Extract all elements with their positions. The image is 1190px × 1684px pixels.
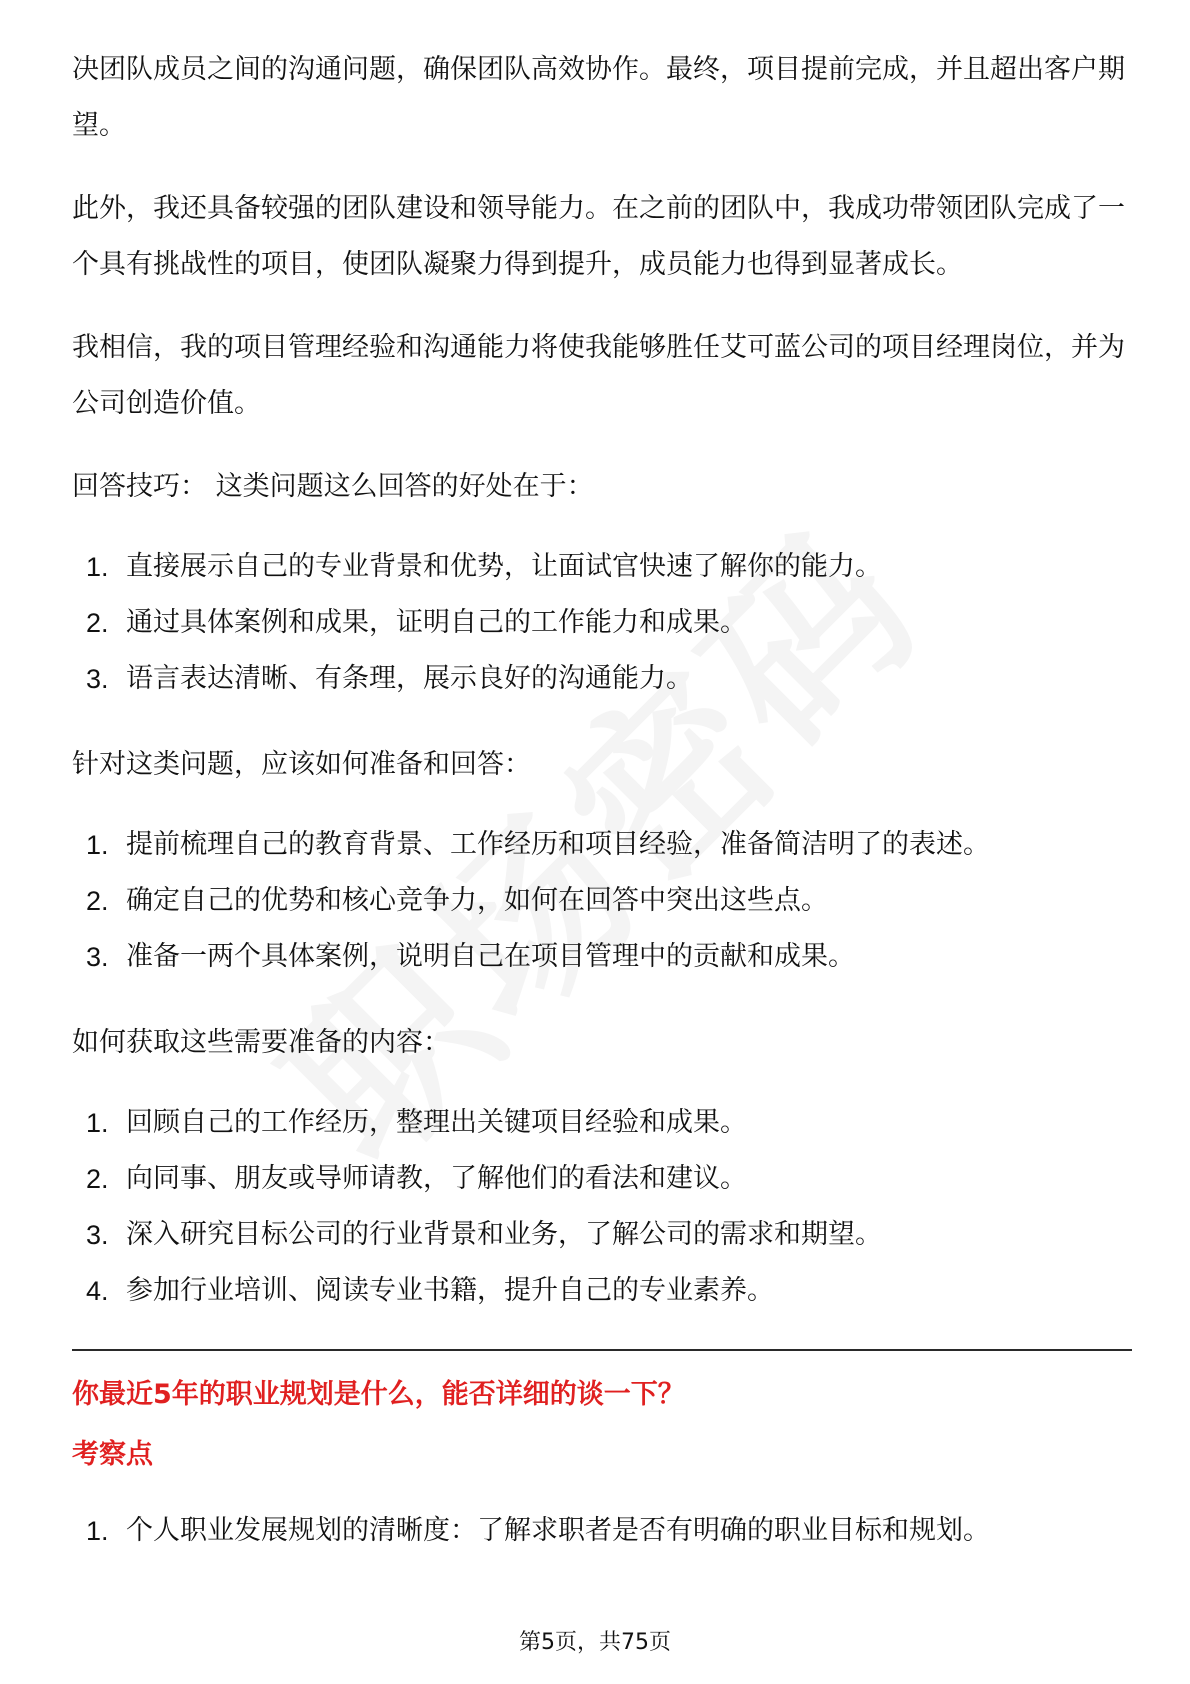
list-item bbox=[72, 1263, 1132, 1319]
list-number: 3. bbox=[86, 1220, 109, 1250]
list-number: 2. bbox=[86, 886, 109, 916]
list-item bbox=[72, 1151, 1132, 1207]
list-number: 4. bbox=[86, 1276, 109, 1306]
preparation-list bbox=[72, 817, 1132, 985]
list-item-text: 个人职业发展规划的清晰度：了解求职者是否有明确的职业目标和规划。 bbox=[126, 1515, 990, 1546]
page-number-footer: 第5页，共75页 bbox=[519, 1630, 671, 1655]
list-item bbox=[72, 817, 1132, 873]
list-item-text: 语言表达清晰、有条理，展示良好的沟通能力。 bbox=[126, 663, 693, 694]
list-item bbox=[72, 651, 1132, 707]
paragraph: 此外，我还具备较强的团队建设和领导能力。在之前的团队中，我成功带领团队完成了一个具有挑战性的项目，使团队凝聚力得到提升，成员能力也得到显著成长。 bbox=[72, 193, 1125, 280]
list-number: 3. bbox=[86, 664, 109, 694]
list-item bbox=[72, 1095, 1132, 1151]
list-item-text: 深入研究目标公司的行业背景和业务，了解公司的需求和期望。 bbox=[126, 1219, 882, 1250]
list-item bbox=[72, 873, 1132, 929]
page-content bbox=[72, 42, 1132, 1589]
list-item bbox=[72, 595, 1132, 651]
list-number: 1. bbox=[86, 830, 109, 860]
evaluation-points-list bbox=[72, 1503, 1132, 1559]
list-number: 2. bbox=[86, 608, 109, 638]
question-title: 你最近5年的职业规划是什么，能否详细的谈一下？ bbox=[72, 1379, 685, 1410]
paragraph: 我相信，我的项目管理经验和沟通能力将使我能够胜任艾可蓝公司的项目经理岗位，并为公司创造价值。 bbox=[72, 332, 1125, 419]
section-intro-preparation: 针对这类问题，应该如何准备和回答： bbox=[72, 749, 531, 780]
list-item bbox=[72, 929, 1132, 985]
paragraph: 决团队成员之间的沟通问题，确保团队高效协作。最终，项目提前完成，并且超出客户期望。 bbox=[72, 54, 1125, 141]
list-item-text: 通过具体案例和成果，证明自己的工作能力和成果。 bbox=[126, 607, 747, 638]
sources-list bbox=[72, 1095, 1132, 1319]
list-number: 1. bbox=[86, 552, 109, 582]
list-number: 1. bbox=[86, 1516, 109, 1546]
section-divider bbox=[72, 1349, 1132, 1351]
list-item-text: 向同事、朋友或导师请教，了解他们的看法和建议。 bbox=[126, 1163, 747, 1194]
list-number: 3. bbox=[86, 942, 109, 972]
list-item-text: 准备一两个具体案例，说明自己在项目管理中的贡献和成果。 bbox=[126, 941, 855, 972]
list-item-text: 回顾自己的工作经历，整理出关键项目经验和成果。 bbox=[126, 1107, 747, 1138]
list-item bbox=[72, 1503, 1132, 1559]
list-item-text: 提前梳理自己的教育背景、工作经历和项目经验，准备简洁明了的表述。 bbox=[126, 829, 990, 860]
question-subheading: 考察点 bbox=[72, 1439, 153, 1470]
list-item bbox=[72, 539, 1132, 595]
answer-tips-list bbox=[72, 539, 1132, 707]
section-intro-sources: 如何获取这些需要准备的内容： bbox=[72, 1027, 450, 1058]
list-item bbox=[72, 1207, 1132, 1263]
list-number: 1. bbox=[86, 1108, 109, 1138]
list-item-text: 参加行业培训、阅读专业书籍，提升自己的专业素养。 bbox=[126, 1275, 774, 1306]
list-item-text: 直接展示自己的专业背景和优势，让面试官快速了解你的能力。 bbox=[126, 551, 882, 582]
list-item-text: 确定自己的优势和核心竞争力，如何在回答中突出这些点。 bbox=[126, 885, 828, 916]
list-number: 2. bbox=[86, 1164, 109, 1194]
section-intro-answer-tips: 回答技巧： 这类问题这么回答的好处在于： bbox=[72, 471, 594, 502]
